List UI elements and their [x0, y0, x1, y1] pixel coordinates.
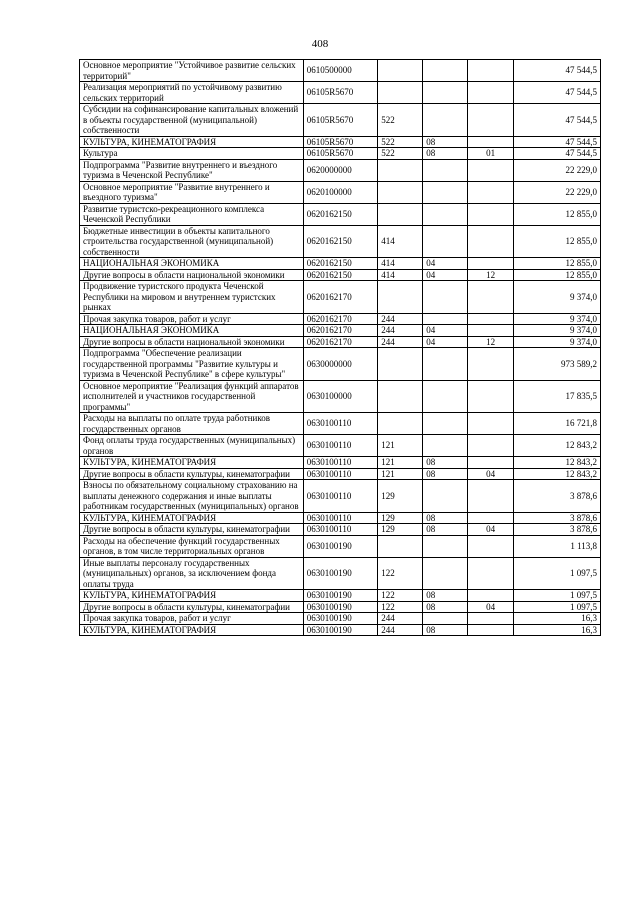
row-amount: 47 544,5: [514, 104, 601, 137]
row-section: [423, 225, 468, 258]
row-expense-type: 244: [378, 336, 423, 348]
row-name: Культура: [80, 148, 304, 160]
table-row: [80, 148, 601, 160]
row-amount: 47 544,5: [514, 82, 601, 104]
row-section: 08: [423, 601, 468, 613]
row-name: КУЛЬТУРА, КИНЕМАТОГРАФИЯ: [80, 624, 304, 636]
row-target-article: 0630100190: [303, 613, 378, 625]
row-subsection: [468, 457, 514, 469]
row-target-article: 0620162150: [303, 225, 378, 258]
row-expense-type: 414: [378, 269, 423, 281]
row-target-article: 0630100110: [303, 435, 378, 457]
table-row: [80, 380, 601, 413]
row-section: 08: [423, 624, 468, 636]
table-row: [80, 60, 601, 82]
row-name: Развитие туристско-рекреационного комплекса Чеченской Республики: [80, 203, 304, 225]
row-name: Другие вопросы в области культуры, кинематографии: [80, 468, 304, 480]
row-amount: 9 374,0: [514, 336, 601, 348]
row-name: КУЛЬТУРА, КИНЕМАТОГРАФИЯ: [80, 136, 304, 148]
table-row: [80, 104, 601, 137]
row-expense-type: [378, 82, 423, 104]
table-row: [80, 348, 601, 381]
row-section: [423, 480, 468, 513]
row-section: 04: [423, 258, 468, 270]
row-subsection: 04: [468, 524, 514, 536]
row-name: Прочая закупка товаров, работ и услуг: [80, 313, 304, 325]
table-row: [80, 468, 601, 480]
row-name: Основное мероприятие "Устойчивое развитие сельских территорий": [80, 60, 304, 82]
row-amount: 3 878,6: [514, 512, 601, 524]
row-amount: 973 589,2: [514, 348, 601, 381]
row-subsection: [468, 281, 514, 314]
row-subsection: 04: [468, 601, 514, 613]
row-section: 04: [423, 269, 468, 281]
row-amount: 12 843,2: [514, 435, 601, 457]
page-number: 408: [311, 38, 329, 50]
row-target-article: 0630100190: [303, 624, 378, 636]
row-section: [423, 281, 468, 314]
row-name: Другие вопросы в области культуры, кинематографии: [80, 524, 304, 536]
row-subsection: [468, 590, 514, 602]
row-section: [423, 535, 468, 557]
row-amount: 16,3: [514, 624, 601, 636]
row-expense-type: 121: [378, 457, 423, 469]
row-amount: 1 113,8: [514, 535, 601, 557]
row-amount: 12 855,0: [514, 203, 601, 225]
row-target-article: 0630100000: [303, 380, 378, 413]
row-name: Реализация мероприятий по устойчивому развитию сельских территорий: [80, 82, 304, 104]
row-section: [423, 613, 468, 625]
row-name: Бюджетные инвестиции в объекты капитального строительства государственной (муниципальной) собственности: [80, 225, 304, 258]
table-row: [80, 480, 601, 513]
row-expense-type: [378, 380, 423, 413]
row-expense-type: 122: [378, 590, 423, 602]
row-target-article: 0620100000: [303, 181, 378, 203]
row-target-article: 0620162170: [303, 325, 378, 337]
row-name: НАЦИОНАЛЬНАЯ ЭКОНОМИКА: [80, 258, 304, 270]
table-row: [80, 524, 601, 536]
table-row: [80, 181, 601, 203]
row-amount: 9 374,0: [514, 325, 601, 337]
row-subsection: [468, 624, 514, 636]
row-name: Взносы по обязательному социальному страхованию на выплаты денежного содержания и иные выплаты работникам государственных (муниципальных) органов: [80, 480, 304, 513]
row-subsection: [468, 557, 514, 590]
row-expense-type: 122: [378, 557, 423, 590]
row-target-article: 0620162150: [303, 203, 378, 225]
row-target-article: 0630100110: [303, 512, 378, 524]
table-row: [80, 624, 601, 636]
row-section: [423, 557, 468, 590]
row-name: Основное мероприятие "Развитие внутреннего и въездного туризма": [80, 181, 304, 203]
row-subsection: [468, 348, 514, 381]
row-amount: 47 544,5: [514, 148, 601, 160]
row-section: 08: [423, 468, 468, 480]
budget-table: [79, 59, 601, 636]
row-subsection: [468, 181, 514, 203]
row-name: Фонд оплаты труда государственных (муниципальных) органов: [80, 435, 304, 457]
row-name: КУЛЬТУРА, КИНЕМАТОГРАФИЯ: [80, 590, 304, 602]
row-section: [423, 413, 468, 435]
row-amount: 22 229,0: [514, 181, 601, 203]
row-amount: 1 097,5: [514, 557, 601, 590]
table-row: [80, 512, 601, 524]
row-target-article: 06105R5670: [303, 136, 378, 148]
row-target-article: 06105R5670: [303, 82, 378, 104]
row-name: НАЦИОНАЛЬНАЯ ЭКОНОМИКА: [80, 325, 304, 337]
row-subsection: [468, 535, 514, 557]
row-subsection: 01: [468, 148, 514, 160]
table-row: [80, 535, 601, 557]
row-amount: 12 855,0: [514, 258, 601, 270]
row-amount: 22 229,0: [514, 159, 601, 181]
table-row: [80, 613, 601, 625]
table-row: [80, 457, 601, 469]
table-row: [80, 203, 601, 225]
row-subsection: 12: [468, 336, 514, 348]
row-expense-type: 522: [378, 148, 423, 160]
row-section: [423, 104, 468, 137]
row-amount: 47 544,5: [514, 136, 601, 148]
row-amount: 47 544,5: [514, 60, 601, 82]
row-name: Подпрограмма "Развитие внутреннего и въездного туризма в Чеченской Республике": [80, 159, 304, 181]
row-expense-type: 414: [378, 258, 423, 270]
row-target-article: 0630100190: [303, 557, 378, 590]
table-row: [80, 159, 601, 181]
row-subsection: 04: [468, 468, 514, 480]
row-target-article: 0630000000: [303, 348, 378, 381]
row-expense-type: [378, 181, 423, 203]
table-row: [80, 325, 601, 337]
row-target-article: 06105R5670: [303, 104, 378, 137]
row-amount: 9 374,0: [514, 281, 601, 314]
row-target-article: 0630100190: [303, 601, 378, 613]
row-section: [423, 380, 468, 413]
table-row: [80, 313, 601, 325]
row-target-article: 0620162150: [303, 258, 378, 270]
row-expense-type: 244: [378, 624, 423, 636]
row-target-article: 0630100190: [303, 590, 378, 602]
row-target-article: 0610500000: [303, 60, 378, 82]
row-amount: 12 843,2: [514, 468, 601, 480]
row-expense-type: [378, 348, 423, 381]
row-subsection: [468, 203, 514, 225]
row-expense-type: 522: [378, 136, 423, 148]
row-amount: 12 855,0: [514, 225, 601, 258]
row-section: [423, 181, 468, 203]
row-section: 08: [423, 512, 468, 524]
table-row: [80, 82, 601, 104]
row-target-article: 0630100110: [303, 468, 378, 480]
row-target-article: 0620000000: [303, 159, 378, 181]
row-amount: 16,3: [514, 613, 601, 625]
row-amount: 12 855,0: [514, 269, 601, 281]
table-row: [80, 557, 601, 590]
row-expense-type: 244: [378, 325, 423, 337]
row-subsection: [468, 258, 514, 270]
row-section: 08: [423, 457, 468, 469]
row-expense-type: 121: [378, 468, 423, 480]
row-name: Расходы на обеспечение функций государственных органов, в том числе территориальных органов: [80, 535, 304, 557]
row-name: Другие вопросы в области национальной экономики: [80, 269, 304, 281]
row-expense-type: 244: [378, 613, 423, 625]
row-target-article: 0630100190: [303, 535, 378, 557]
row-expense-type: [378, 281, 423, 314]
row-subsection: [468, 82, 514, 104]
row-expense-type: 122: [378, 601, 423, 613]
row-subsection: [468, 435, 514, 457]
row-name: Другие вопросы в области национальной экономики: [80, 336, 304, 348]
row-name: Основное мероприятие "Реализация функций аппаратов исполнителей и участников государственной программы": [80, 380, 304, 413]
row-expense-type: 129: [378, 524, 423, 536]
row-amount: 1 097,5: [514, 601, 601, 613]
row-name: КУЛЬТУРА, КИНЕМАТОГРАФИЯ: [80, 512, 304, 524]
row-section: 08: [423, 148, 468, 160]
row-target-article: 0620162170: [303, 313, 378, 325]
row-section: 08: [423, 136, 468, 148]
row-section: [423, 82, 468, 104]
row-subsection: [468, 380, 514, 413]
row-amount: 12 843,2: [514, 457, 601, 469]
row-expense-type: [378, 60, 423, 82]
row-section: 08: [423, 590, 468, 602]
row-name: Расходы на выплаты по оплате труда работников государственных органов: [80, 413, 304, 435]
row-section: [423, 348, 468, 381]
row-expense-type: [378, 159, 423, 181]
table-row: [80, 336, 601, 348]
row-name: Прочая закупка товаров, работ и услуг: [80, 613, 304, 625]
row-subsection: [468, 325, 514, 337]
row-target-article: 0620162150: [303, 269, 378, 281]
table-row: [80, 269, 601, 281]
row-subsection: [468, 159, 514, 181]
row-target-article: 0630100110: [303, 524, 378, 536]
row-name: Продвижение туристского продукта Чеченской Республики на мировом и внутреннем туристских рынках: [80, 281, 304, 314]
row-subsection: 12: [468, 269, 514, 281]
row-subsection: [468, 225, 514, 258]
row-amount: 3 878,6: [514, 480, 601, 513]
row-subsection: [468, 480, 514, 513]
row-subsection: [468, 60, 514, 82]
row-section: 08: [423, 524, 468, 536]
row-name: Подпрограмма "Обеспечение реализации государственной программы "Развитие культуры и туризма в Чеченской Республике" в сфере культуры": [80, 348, 304, 381]
row-amount: 9 374,0: [514, 313, 601, 325]
row-target-article: 0630100110: [303, 480, 378, 513]
row-expense-type: 414: [378, 225, 423, 258]
row-name: Субсидии на софинансирование капитальных вложений в объекты государственной (муниципальной) собственности: [80, 104, 304, 137]
row-expense-type: 129: [378, 512, 423, 524]
row-amount: 16 721,8: [514, 413, 601, 435]
row-section: [423, 159, 468, 181]
row-amount: 17 835,5: [514, 380, 601, 413]
table-row: [80, 413, 601, 435]
row-subsection: [468, 512, 514, 524]
row-target-article: 06105R5670: [303, 148, 378, 160]
row-amount: 3 878,6: [514, 524, 601, 536]
row-subsection: [468, 613, 514, 625]
table-row: [80, 590, 601, 602]
row-expense-type: [378, 413, 423, 435]
row-section: [423, 203, 468, 225]
row-section: [423, 435, 468, 457]
row-section: [423, 60, 468, 82]
row-subsection: [468, 136, 514, 148]
row-target-article: 0630100110: [303, 413, 378, 435]
table-row: [80, 435, 601, 457]
row-target-article: 0620162170: [303, 336, 378, 348]
row-subsection: [468, 104, 514, 137]
budget-table-body: [80, 60, 601, 636]
row-name: Другие вопросы в области культуры, кинематографии: [80, 601, 304, 613]
row-expense-type: 129: [378, 480, 423, 513]
row-section: 04: [423, 336, 468, 348]
row-expense-type: [378, 535, 423, 557]
row-expense-type: 244: [378, 313, 423, 325]
table-row: [80, 136, 601, 148]
row-expense-type: [378, 203, 423, 225]
row-target-article: 0630100110: [303, 457, 378, 469]
table-row: [80, 258, 601, 270]
row-target-article: 0620162170: [303, 281, 378, 314]
table-row: [80, 281, 601, 314]
row-subsection: [468, 313, 514, 325]
row-section: [423, 313, 468, 325]
row-subsection: [468, 413, 514, 435]
row-name: Иные выплаты персоналу государственных (муниципальных) органов, за исключением фонда оплаты труда: [80, 557, 304, 590]
row-expense-type: 121: [378, 435, 423, 457]
row-amount: 1 097,5: [514, 590, 601, 602]
row-expense-type: 522: [378, 104, 423, 137]
table-row: [80, 601, 601, 613]
row-section: 04: [423, 325, 468, 337]
table-row: [80, 225, 601, 258]
row-name: КУЛЬТУРА, КИНЕМАТОГРАФИЯ: [80, 457, 304, 469]
